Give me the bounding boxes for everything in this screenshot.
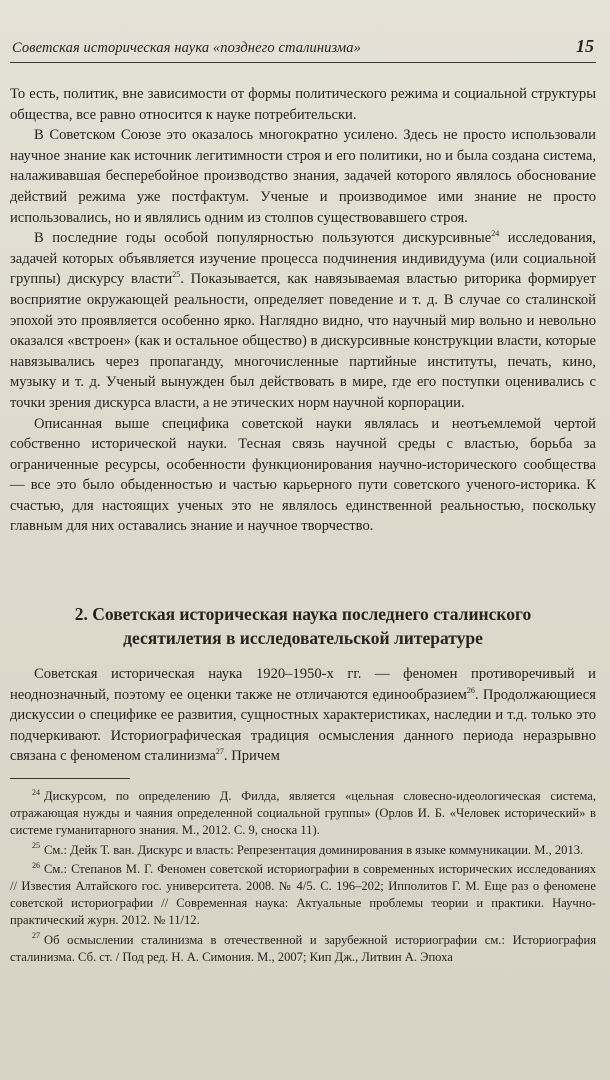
paragraph: Описанная выше специфика советской науки являлась и неотъемлемой чертой собственно исторической науки. Тесная связь научной среды с властью, борьба за ограниченные ресурсы, особенности функционирования научно-исторического сообщества — все это было обыденностью и частью карьерного пути советского ученого-историка. К счастью, для настоящих ученых это не являлось единственной реальностью, поскольку главным для них оставались знание и научное творчество. [10, 415, 596, 535]
footnotes [10, 788, 596, 968]
main-text [10, 84, 596, 537]
section-heading-line: десятилетия в исследовательской литературе [123, 628, 483, 648]
paragraph [10, 664, 596, 767]
footnote-text: См.: Степанов М. Г. Феномен советской историографии в современных исторических исследованиях // Известия Алтайского гос. университета. 2008. № 4/5. С. 196–202; Ипполитов Г. М. Еще раз о феномене советской историографии // Современная наука: Актуальные проблемы теории и практики. Научно-практический журн. 2012. № 11/12. [10, 861, 596, 928]
footnote-ref[interactable]: 24 [491, 229, 500, 239]
footnote [10, 842, 596, 859]
footnote-number: 25 [32, 841, 40, 851]
footnote-ref[interactable]: 27 [215, 747, 224, 757]
section-text [10, 664, 596, 767]
footnote-text: Об осмыслении сталинизма в отечественной и зарубежной историографии см.: Историография сталинизма. Сб. ст. / Под ред. Н. А. Симония. М., 2007; Кип Дж., Литвин А. Эпоха [10, 932, 596, 964]
paragraph: То есть, политик, вне зависимости от формы политического режима и социальной структуры общества, все равно относится к науке потребительски. [10, 86, 596, 123]
footnote-number: 27 [32, 931, 40, 941]
footnote-text: См.: Дейк Т. ван. Дискурс и власть: Репрезентация доминирования в языке коммуникации. М., 2013. [44, 842, 584, 857]
paragraph [10, 228, 596, 413]
footnote-divider [10, 778, 130, 779]
paragraph-text: Советская историческая наука 1920–1950-х гг. — феномен противоречивый и неоднозначный, поэтому ее оценки также не отличаются единообразием [10, 666, 596, 703]
footnote [10, 861, 596, 930]
paragraph-text: В последние годы особой популярностью пользуются дискурсивные [34, 230, 492, 247]
section-heading [10, 602, 596, 650]
footnote [10, 788, 596, 840]
running-title: Советская историческая наука «позднего сталинизма» [12, 40, 361, 56]
footnote [10, 932, 596, 966]
page-number: 15 [576, 36, 594, 56]
paragraph: В Советском Союзе это оказалось многократно усилено. Здесь не просто использовали научное знание как источник легитимности строя и его политики, но и была создана система, налаживавшая бесперебойное производство знания, задачей которого являлось обоснование действий режима уже постфактум. Ученые и производимое ими знание не просто использовались, но и являлись одним из столпов существовавшего строя. [10, 127, 596, 226]
paragraph-text: . Причем [223, 748, 280, 765]
footnote-number: 24 [32, 787, 40, 797]
paragraph-text: . Продолжающиеся дискуссии о специфике ее развития, сущностных характеристиках, наследии и т.д. только это подчеркивают. Историографическая традиция осмысления данного периода неразрывно связана с феноменом сталинизма [10, 686, 596, 765]
paragraph-text: . Показывается, как навязываемая властью риторика формирует восприятие окружающей реальности, определяет поведение и т. д. В случае со сталинской эпохой это проявляется особенно ярко. Наглядно видно, что научный мир вольно и невольно оказался «встроен» (как и остальное общество) в дискурсивные конструкции власти, которые навязывались через пропаганду, многочисленные партийные институты, печать, кино, музыку и т. д. Ученый вынужден был действовать в мире, где его поступки оценивались с точки зрения дискурса власти, а не этических норм научной корпорации. [10, 271, 596, 411]
footnote-ref[interactable]: 26 [466, 685, 475, 695]
running-header [10, 38, 596, 63]
footnote-ref[interactable]: 25 [172, 270, 181, 280]
footnote-number: 26 [32, 860, 40, 870]
paragraph-text: исследования, задачей которых объявляется изучение процесса подчинения индивидуума (или социальной группы) дискурсу власти [10, 230, 596, 288]
section-heading-line: 2. Советская историческая наука последнего сталинского [74, 604, 532, 624]
footnote-text: Дискурсом, по определению Д. Филда, является «цельная словесно-идеологическая система, отражающая нужды и чаяния определенной социальной группы» (Орлов И. Б. «Человек исторический» в системе гуманитарного знания. М., 2012. С. 9, сноска 11). [10, 789, 596, 838]
